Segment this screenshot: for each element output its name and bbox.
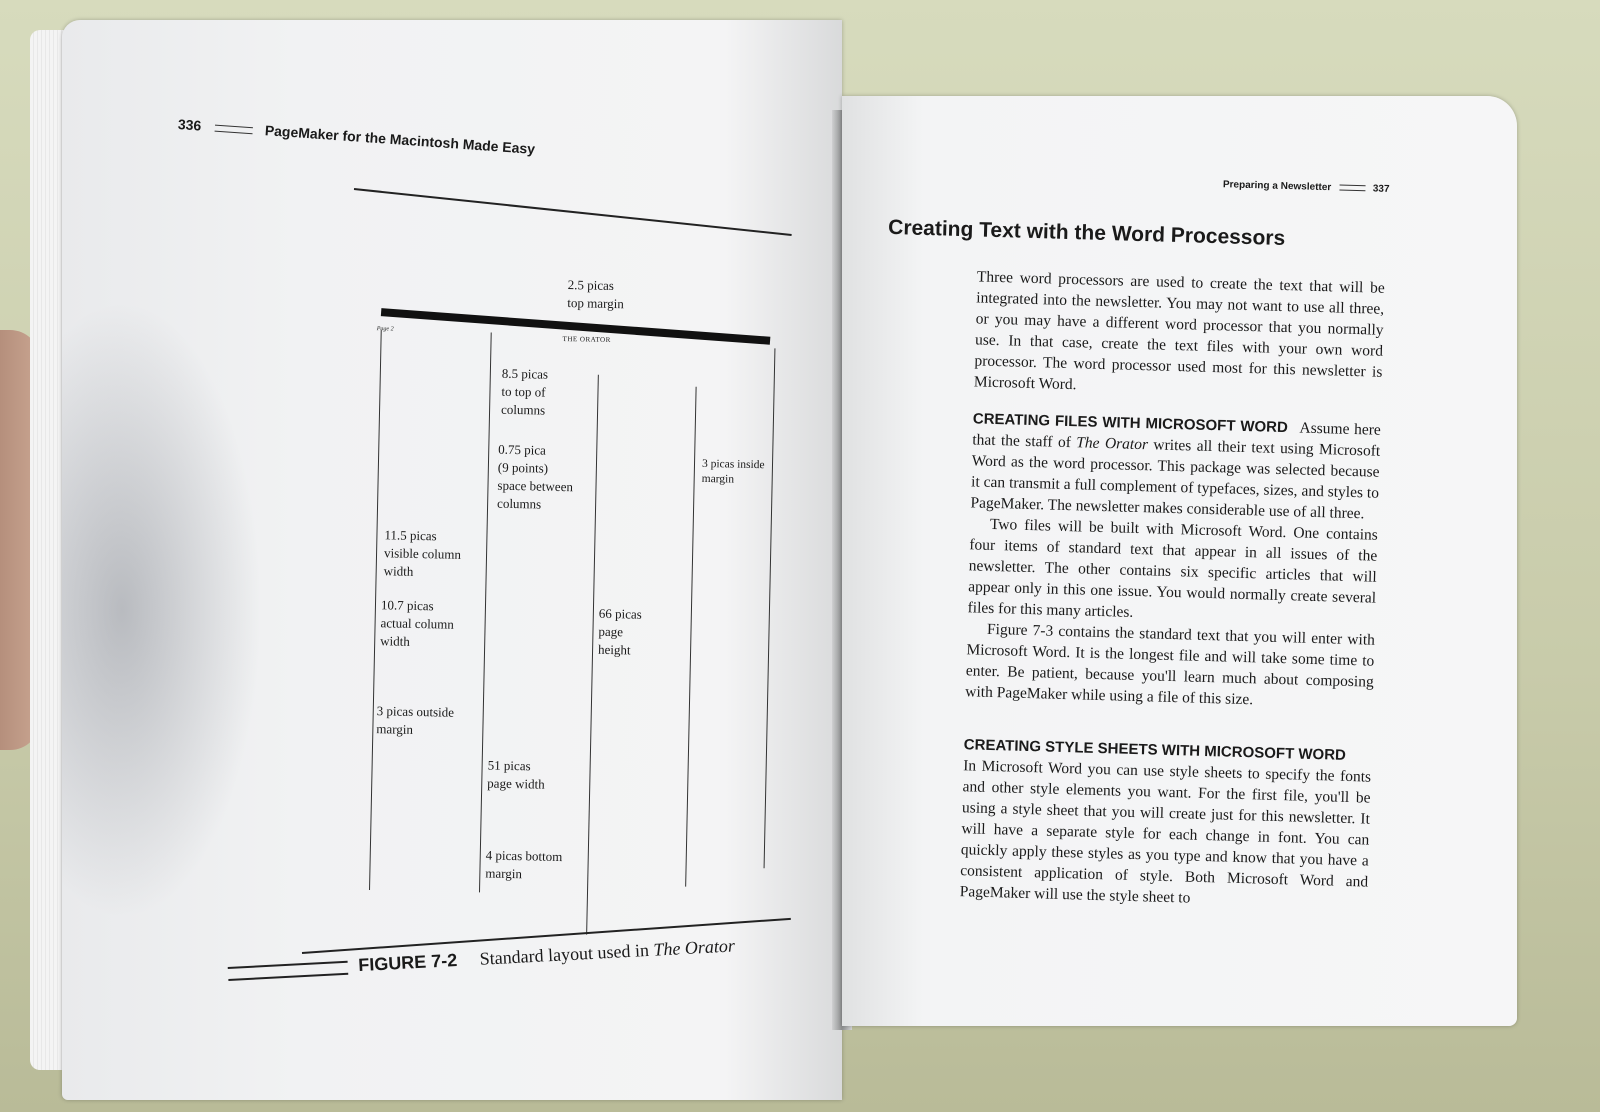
section1-heading: CREATING FILES WITH MICROSOFT WORD [972, 410, 1289, 437]
section-title: Creating Text with the Word Processors [887, 215, 1286, 251]
column-line [479, 332, 492, 892]
head-rule [1339, 185, 1365, 192]
label-space-between: 0.75 pica (9 points) space between columns [496, 441, 574, 512]
label-bottom-margin: 4 picas bottom margin [485, 847, 563, 882]
section2 [959, 734, 1372, 913]
caption-text: Standard layout used in [479, 939, 650, 969]
section1-paragraph: CREATING FILES WITH MICROSOFT WORD Assume here that the staff of The Orator writes all their text using Microsoft Word as the word processor. This package was selected because it can transmit a full complement of typefaces, sizes, and styles to PageMaker. The newsletter makes considerable use of all three. [970, 410, 1381, 523]
label-page-height: 66 picas page height [597, 605, 642, 658]
right-page-content [842, 96, 1517, 1026]
label-outside-margin: 3 picas outside margin [376, 703, 455, 737]
section1-paragraph-3: Figure 7-3 contains the standard text that you will enter with Microsoft Word. It is the longest file and will take some time to enter. Be patient, because you'll learn much about composing with PageMaker while using a file of this size. [965, 620, 1376, 709]
left-page [62, 20, 842, 1100]
mini-page-title: THE ORATOR [562, 334, 611, 344]
mini-page-label: Page 2 [376, 326, 394, 333]
intro-paragraph: Three word processors are used to create the text that will be integrated into the newsletter. You may not want to use all three, or you may have a different word processor that you normally use. In that case, create the text files with your own word processor. The word processor used most for this newsletter is Microsoft Word. [973, 268, 1385, 394]
label-top-of-columns: 8.5 picas to top of columns [500, 365, 549, 418]
label-page-width: 51 picas page width [487, 757, 545, 792]
column-line [586, 375, 599, 935]
section2-heading: CREATING STYLE SHEETS WITH MICROSOFT WORD [963, 736, 1347, 764]
right-running-head-title: Preparing a Newsletter [1222, 179, 1332, 194]
right-running-head [1199, 179, 1389, 195]
figure-label: FIGURE 7-2 [357, 950, 458, 976]
label-visible-width: 11.5 picas visible column width [383, 527, 462, 579]
column-line [685, 387, 696, 887]
head-rule [215, 124, 253, 134]
layout-figure [361, 270, 804, 919]
left-page-number: 336 [177, 116, 202, 134]
left-running-head [177, 116, 697, 168]
right-page-number: 337 [1372, 183, 1390, 195]
section1-paragraph-2: Two files will be built with Microsoft Word. One contains four items of standard text that appear in all issues of the newsletter. The other contains six specific articles that will appear only in this one issue. You would normally create several files for this many articles. [967, 515, 1379, 621]
label-top-margin: 2.5 picas top margin [567, 277, 624, 312]
right-page [842, 96, 1517, 1026]
caption-italic: The Orator [652, 935, 736, 960]
column-line [369, 330, 382, 890]
section2-paragraph: In Microsoft Word you can use style sheets to specify the fonts and other style elements you want. For the first file, you'll be using a style sheet that you will create just for this newsletter. It will have a separate style for each change in font. You can quickly apply these styles as you type and know that you have a consistent application of style. Both Microsoft Word and PageMaker will use the style sheet to [959, 757, 1372, 907]
column-line [764, 348, 776, 868]
caption-lines [228, 961, 349, 981]
label-inside-margin: 3 picas inside margin [701, 457, 765, 486]
header-rule [354, 188, 792, 236]
label-actual-width: 10.7 picas actual column width [380, 597, 455, 649]
left-running-head-title: PageMaker for the Macintosh Made Easy [264, 122, 536, 157]
body-text [959, 266, 1385, 913]
